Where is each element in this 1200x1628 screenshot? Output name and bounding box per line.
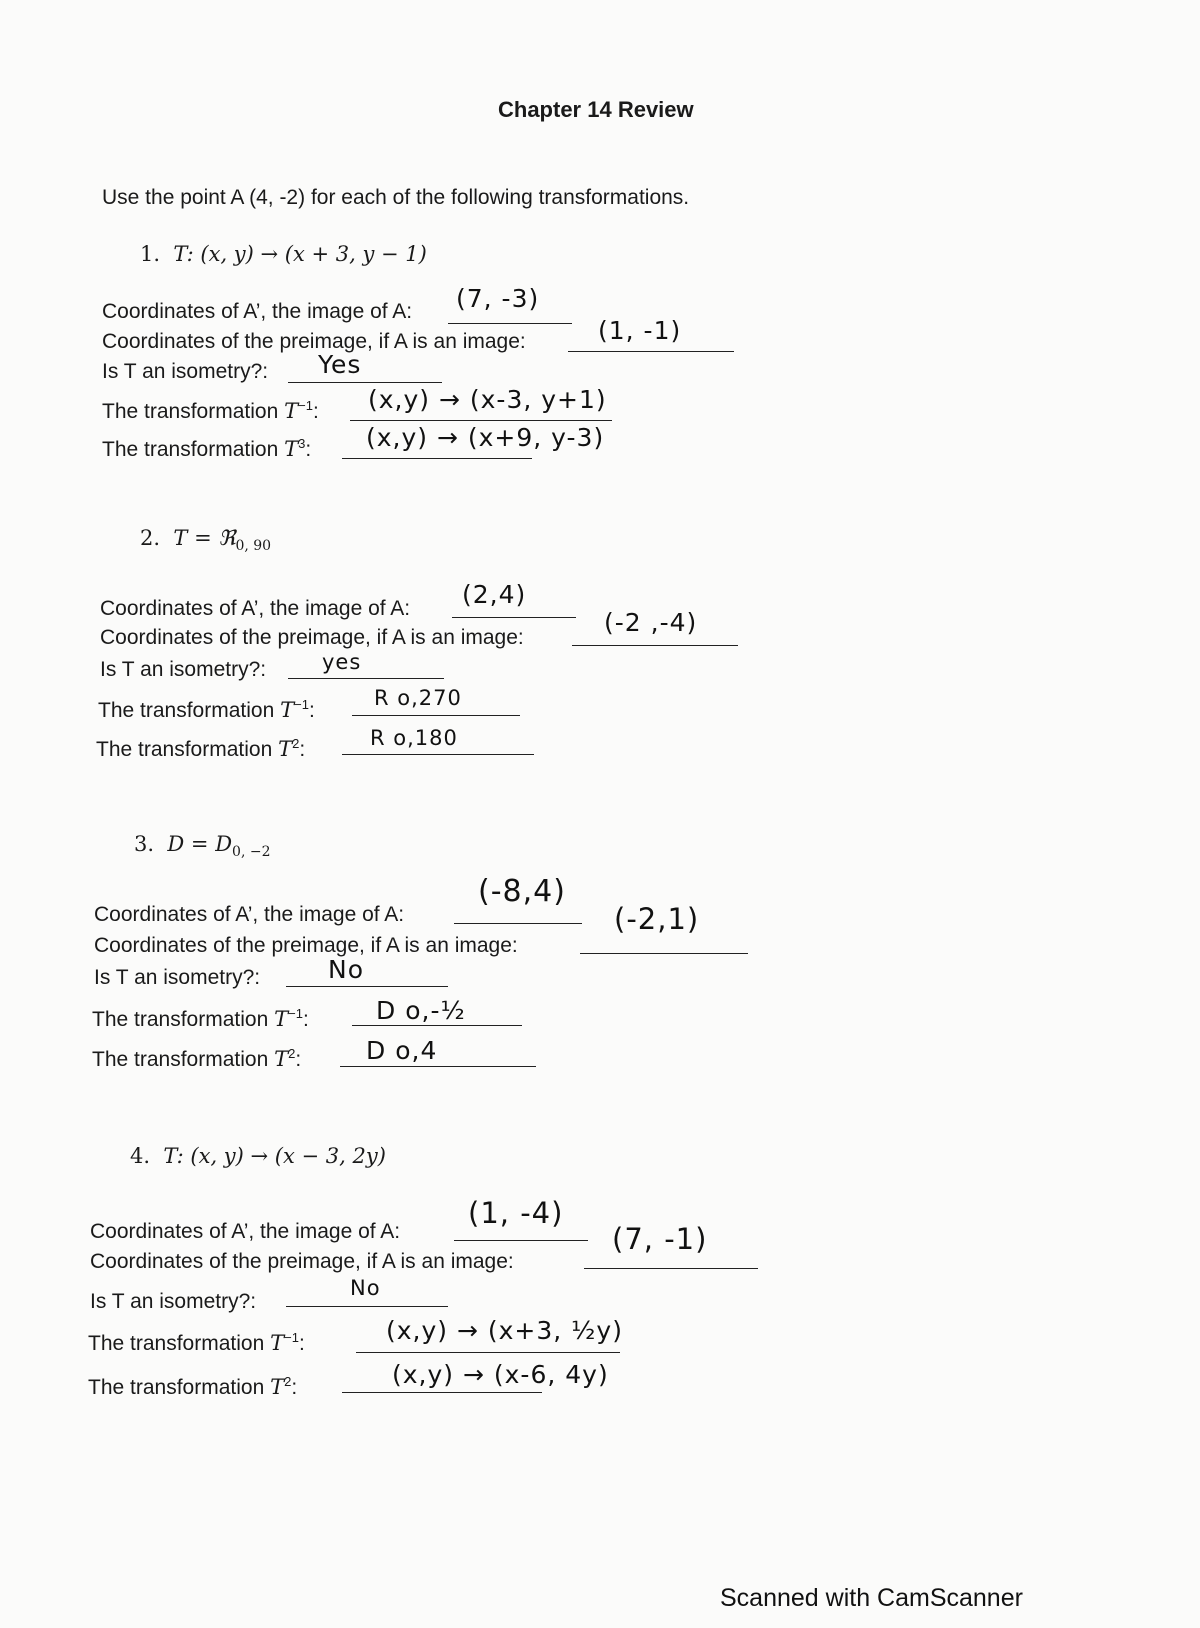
inverse-answer: D o,-½ [376, 996, 466, 1025]
power-superscript: −1 [288, 1006, 303, 1021]
inverse-label [88, 1330, 305, 1356]
power-blank [342, 754, 534, 755]
problem-number: 1. [140, 242, 161, 266]
transformation-text: The transformation [98, 699, 275, 722]
inverse-blank [350, 420, 612, 421]
isometry-blank [288, 678, 444, 679]
page-title: Chapter 14 Review [498, 97, 694, 122]
preimage-answer: (-2,1) [614, 902, 700, 936]
t-symbol: T [270, 1375, 285, 1399]
image-answer: (2,4) [462, 580, 527, 609]
preimage-label: Coordinates of the preimage, if A is an image: [100, 626, 524, 649]
t-symbol: T [274, 1047, 289, 1071]
isometry-blank [286, 1306, 448, 1307]
isometry-blank [288, 382, 442, 383]
image-label: Coordinates of A’, the image of A: [102, 300, 413, 323]
power-blank [342, 458, 532, 459]
t-symbol: T [278, 737, 293, 761]
transformation-text: The transformation [92, 1008, 269, 1031]
inverse-label [92, 1006, 309, 1032]
power-label [102, 436, 311, 462]
transformation-text: The transformation [88, 1376, 265, 1399]
problem-2-statement [140, 526, 271, 554]
colon: : [291, 1376, 298, 1399]
colon: : [295, 1048, 302, 1071]
instructions: Use the point A (4, -2) for each of the following transformations. [102, 186, 690, 209]
rule-subscript: 0, 90 [235, 538, 272, 555]
inverse-blank [352, 1025, 522, 1026]
isometry-label: Is T an isometry?: [94, 966, 261, 989]
image-answer: (7, -3) [456, 284, 540, 313]
image-label: Coordinates of A’, the image of A: [100, 597, 411, 620]
colon: : [308, 699, 315, 722]
colon: : [298, 1332, 305, 1355]
power-blank [342, 1392, 542, 1393]
power-label [92, 1046, 301, 1072]
transformation-text: The transformation [92, 1048, 269, 1071]
transformation-text: The transformation [96, 738, 273, 761]
transformation-rule: T: (x, y) → (x + 3, y − 1) [173, 242, 427, 266]
isometry-label: Is T an isometry?: [100, 658, 267, 681]
problem-4-statement [130, 1144, 386, 1168]
t-symbol: T [274, 1007, 289, 1031]
power-answer: (x,y) → (x-6, 4y) [392, 1360, 609, 1389]
power-superscript: −1 [298, 398, 313, 413]
preimage-answer: (7, -1) [612, 1222, 708, 1256]
isometry-answer: Yes [318, 350, 362, 379]
image-answer: (1, -4) [468, 1196, 564, 1230]
rule-subscript: 0, −2 [232, 844, 271, 861]
t-symbol: T [280, 698, 295, 722]
t-symbol: T [284, 437, 299, 461]
inverse-blank [352, 715, 520, 716]
problem-3-statement [134, 832, 270, 860]
power-answer: (x,y) → (x+9, y-3) [366, 423, 605, 452]
power-superscript: 2 [288, 1046, 296, 1061]
image-blank [454, 1240, 588, 1241]
power-answer: R o,180 [370, 726, 458, 750]
problem-number: 4. [130, 1144, 151, 1168]
transformation-rule: T: (x, y) → (x − 3, 2y) [163, 1144, 386, 1168]
image-label: Coordinates of A’, the image of A: [94, 903, 405, 926]
isometry-blank [286, 986, 448, 987]
isometry-answer: No [328, 955, 364, 984]
power-superscript: 2 [284, 1374, 292, 1389]
power-blank [340, 1066, 536, 1067]
preimage-label: Coordinates of the preimage, if A is an image: [94, 934, 518, 957]
transformation-rule: T = ℜ [173, 526, 236, 550]
preimage-answer: (-2 ,-4) [604, 608, 698, 637]
colon: : [302, 1008, 309, 1031]
preimage-answer: (1, -1) [598, 316, 682, 345]
power-superscript: −1 [294, 697, 309, 712]
inverse-label [102, 398, 319, 424]
isometry-answer: yes [322, 650, 362, 674]
transformation-rule: D = D [167, 832, 233, 856]
problem-1-statement [140, 242, 427, 266]
preimage-blank [568, 351, 734, 352]
scanner-watermark: Scanned with CamScanner [720, 1584, 1023, 1612]
problem-number: 3. [134, 832, 155, 856]
image-blank [448, 323, 572, 324]
preimage-blank [572, 645, 738, 646]
inverse-blank [356, 1352, 620, 1353]
problem-number: 2. [140, 526, 161, 550]
preimage-label: Coordinates of the preimage, if A is an image: [90, 1250, 514, 1273]
power-superscript: −1 [284, 1330, 299, 1345]
isometry-label: Is T an isometry?: [102, 360, 269, 383]
power-superscript: 3 [298, 436, 306, 451]
power-superscript: 2 [292, 736, 300, 751]
image-answer: (-8,4) [478, 874, 566, 909]
power-label [96, 736, 305, 762]
inverse-answer: (x,y) → (x+3, ½y) [386, 1316, 623, 1345]
preimage-label: Coordinates of the preimage, if A is an image: [102, 330, 526, 353]
colon: : [305, 438, 312, 461]
t-symbol: T [270, 1331, 285, 1355]
preimage-blank [584, 1268, 758, 1269]
transformation-text: The transformation [102, 400, 279, 423]
t-symbol: T [284, 399, 299, 423]
power-label [88, 1374, 297, 1400]
preimage-blank [580, 953, 748, 954]
isometry-answer: No [350, 1276, 381, 1300]
colon: : [312, 400, 319, 423]
isometry-label: Is T an isometry?: [90, 1290, 257, 1313]
transformation-text: The transformation [102, 438, 279, 461]
image-blank [454, 923, 582, 924]
transformation-text: The transformation [88, 1332, 265, 1355]
inverse-answer: R o,270 [374, 686, 462, 710]
inverse-label [98, 697, 315, 723]
inverse-answer: (x,y) → (x-3, y+1) [368, 385, 607, 414]
power-answer: D o,4 [366, 1036, 438, 1065]
image-blank [452, 617, 576, 618]
colon: : [299, 738, 306, 761]
image-label: Coordinates of A’, the image of A: [90, 1220, 401, 1243]
